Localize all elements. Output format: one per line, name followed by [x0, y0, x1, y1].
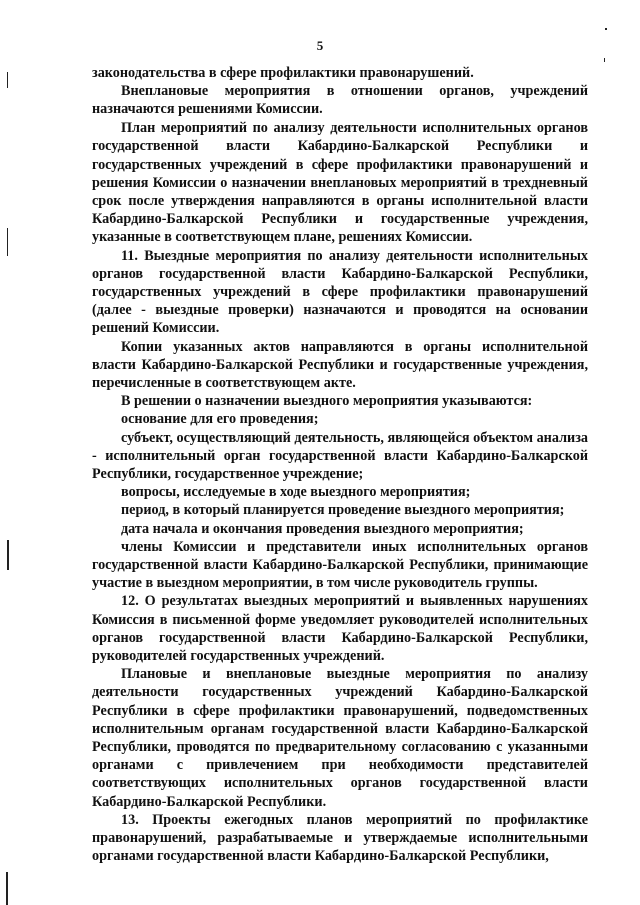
paragraph-9: вопросы, исследуемые в ходе выездного мероприятия; [121, 484, 471, 501]
paragraph-2: Внеплановые мероприятия в отношении органов, учреждений назначаются решениями Комиссии. [92, 83, 588, 118]
paragraph-5: Копии указанных актов направляются в органы исполнительной власти Кабардино-Балкарской Республики и государственные учреждения, перечисленные в соответствующем акте. [92, 338, 588, 391]
paragraph-13: 12. О результатах выездных мероприятий и выявленных нарушениях Комиссия в письменной форме уведомляет руководителей исполнительных органов государственной власти Кабардино-Балкарской Республики, руководителей государственных учреждений. [92, 593, 588, 664]
paragraph-8: субъект, осуществляющий деятельность, являющейся объектом анализа - исполнительный орган государственной власти Кабардино-Балкарской Республики, государственное учреждение; [92, 429, 588, 482]
scan-artifact [7, 540, 9, 570]
scan-artifact [7, 72, 8, 88]
document-body [92, 64, 588, 865]
paragraph-3: План мероприятий по анализу деятельности исполнительных органов государственной власти Кабардино-Балкарской Республики и государственных учреждений в сфере профилактики правонарушений и решения Комиссии о назначении внеплановых мероприятий в трехдневный срок после утверждения направляются в органы исполнительной власти Кабардино-Балкарской Республики и государственные учреждения, указанные в соответствующем плане, решениях Комиссии. [92, 120, 588, 246]
scan-artifact [604, 58, 605, 62]
paragraph-7: основание для его проведения; [121, 411, 319, 428]
scan-artifact [6, 872, 8, 905]
scan-artifact [7, 228, 8, 256]
scan-artifact [605, 28, 607, 30]
page-number: 5 [316, 38, 324, 53]
paragraph-15: 13. Проекты ежегодных планов мероприятий по профилактике правонарушений, разрабатываемые и утверждаемые исполнительными органами государственной власти Кабардино-Балкарской Республики, [92, 811, 588, 865]
paragraph-11: дата начала и окончания проведения выездного мероприятия; [121, 520, 524, 537]
paragraph-12: члены Комиссии и представители иных исполнительных органов государственной власти Кабардино-Балкарской Республики, принимающие участие в выездном мероприятии, в том числе руководитель группы. [92, 538, 588, 592]
paragraph-6: В решении о назначении выездного мероприятия указываются: [121, 393, 533, 410]
paragraph-1: законодательства в сфере профилактики правонарушений. [92, 65, 474, 81]
paragraph-4: 11. Выездные мероприятия по анализу деятельности исполнительных органов государственной власти Кабардино-Балкарской Республики, государственных учреждений в сфере профилактики правонарушений (далее - выездные проверки) назначаются и проводятся на основании решений Комиссии. [92, 247, 588, 337]
paragraph-14: Плановые и внеплановые выездные мероприятия по анализу деятельности государственных учреждений Кабардино-Балкарской Республики в сфере профилактики правонарушений, подведомственных исполнительным органам государственной власти Кабардино-Балкарской Республики, проводятся по предварительному согласованию с указанными органами с привлечением при необходимости представителей соответствующих исполнительных органов государственной власти Кабардино-Балкарской Республики. [92, 666, 588, 810]
paragraph-10: период, в который планируется проведение выездного мероприятия; [121, 502, 565, 519]
